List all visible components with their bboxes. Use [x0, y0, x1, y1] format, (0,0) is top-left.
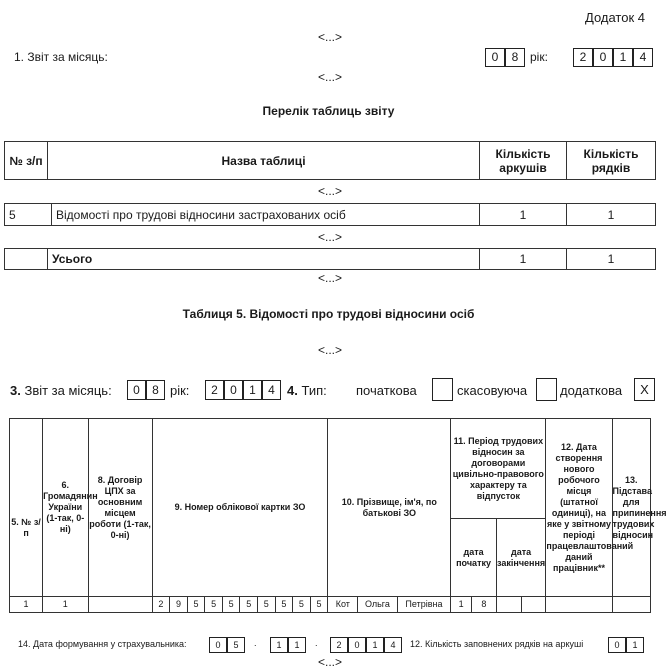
th-10: 10. Прізвище, ім'я, по батькові ЗО — [328, 419, 451, 597]
table5-report-label: 3. Звіт за місяць: — [10, 383, 112, 398]
total-label: Усього — [48, 249, 480, 270]
cell-gph — [88, 597, 152, 613]
card-digit: 2 — [152, 597, 170, 613]
row-rows: 1 — [567, 204, 656, 226]
row-name: Відомості про трудові відносини застрахованих осіб — [52, 204, 480, 226]
t5-year-digit: 4 — [262, 380, 281, 400]
end-digit — [496, 597, 521, 613]
th-11: 11. Період трудових відносин за договорами цивільно-правового характеру та відпусток — [451, 419, 546, 519]
header-sheets: Кількість аркушів — [480, 142, 567, 180]
date-digit: 0 — [209, 637, 227, 653]
date-digit: 5 — [227, 637, 245, 653]
type-label — [287, 383, 327, 398]
year-digit: 4 — [633, 48, 653, 67]
start-digit: 8 — [472, 597, 497, 613]
type-option-checkbox[interactable] — [536, 378, 557, 401]
t5-year-digit: 2 — [205, 380, 224, 400]
date-label: 14. Дата формування у страхувальника: — [18, 639, 187, 649]
year-label: рік: — [530, 50, 548, 64]
date-digit: 1 — [288, 637, 306, 653]
report-month-label: 1. Звіт за місяць: — [14, 50, 108, 64]
year-digit: 0 — [593, 48, 613, 67]
total-no — [5, 249, 48, 270]
card-digit: 5 — [205, 597, 223, 613]
table5-title: Таблиця 5. Відомості про трудові відносини осіб — [182, 307, 475, 321]
date-digit: 4 — [384, 637, 402, 653]
header-no: № з/п — [5, 142, 48, 180]
card-digit: 9 — [170, 597, 188, 613]
ellipsis: <...> — [318, 271, 343, 285]
rows-digit: 1 — [626, 637, 644, 653]
cell-13 — [612, 597, 650, 613]
report-label-text: Звіт за місяць: — [24, 383, 112, 398]
type-option-label: скасовуюча — [457, 383, 528, 398]
type-option-checkbox[interactable]: X — [634, 378, 655, 401]
type-option-checkbox[interactable] — [432, 378, 453, 401]
ellipsis: <...> — [318, 70, 343, 84]
ellipsis: <...> — [318, 30, 343, 44]
t5-month-digit: 8 — [146, 380, 165, 400]
year-digit: 1 — [613, 48, 633, 67]
th-6: 6. Громадянин України (1-так, 0-ні) — [43, 419, 88, 597]
end-digit — [521, 597, 546, 613]
th-13: 13. Підстава для припинення трудових відносин — [612, 419, 650, 597]
t5-year-digit: 1 — [243, 380, 262, 400]
tables-list-row — [4, 203, 656, 226]
year-digit: 2 — [573, 48, 593, 67]
card-digit: 5 — [187, 597, 205, 613]
card-digit: 5 — [258, 597, 276, 613]
cell-no: 1 — [10, 597, 43, 613]
table5-grid — [9, 418, 667, 613]
th-12: 12. Дата створення нового робочого місця (штатної одиниці), на яке у звітному періоді працевлаштований даний працівник** — [546, 419, 612, 597]
cell-name: Ольга — [358, 597, 397, 613]
th-11-start: дата початку — [451, 519, 496, 597]
tables-list-total — [4, 248, 656, 270]
type-label-text: 4. Тип: — [287, 383, 327, 398]
ellipsis: <...> — [318, 184, 343, 198]
total-sheets: 1 — [480, 249, 567, 270]
cell-12 — [546, 597, 612, 613]
month-digit: 0 — [485, 48, 505, 67]
row-sheets: 1 — [480, 204, 567, 226]
t5-year-label: рік: — [170, 383, 190, 398]
annex-label: Додаток 4 — [585, 10, 645, 25]
header-name: Назва таблиці — [48, 142, 480, 180]
tables-list-title: Перелік таблиць звіту — [262, 104, 395, 118]
rows-label: 12. Кількість заповнених рядків на аркуші — [410, 639, 584, 649]
row-no: 5 — [5, 204, 52, 226]
month-digit: 8 — [505, 48, 525, 67]
rows-digit: 0 — [608, 637, 626, 653]
date-digit: 1 — [366, 637, 384, 653]
date-separator: . — [254, 638, 257, 648]
type-option-label: додаткова — [560, 383, 623, 398]
card-digit: 5 — [310, 597, 328, 613]
ellipsis: <...> — [318, 655, 343, 669]
th-5: 5. № з/п — [10, 419, 43, 597]
start-digit: 1 — [451, 597, 472, 613]
th-8: 8. Договір ЦПХ за основним місцем роботи (1-так, 0-ні) — [88, 419, 152, 597]
card-digit: 5 — [240, 597, 258, 613]
card-digit: 5 — [275, 597, 293, 613]
date-digit: 1 — [270, 637, 288, 653]
type-option-label: початкова — [356, 383, 417, 398]
t5-year-digit: 0 — [224, 380, 243, 400]
date-digit: 0 — [348, 637, 366, 653]
total-rows: 1 — [567, 249, 656, 270]
th-11-end: дата закінчення — [496, 519, 546, 597]
ellipsis: <...> — [318, 343, 343, 357]
tables-list — [4, 141, 656, 180]
th-9: 9. Номер облікової картки ЗО — [152, 419, 328, 597]
date-digit: 2 — [330, 637, 348, 653]
card-digit: 5 — [293, 597, 311, 613]
cell-patronymic: Петрівна — [397, 597, 451, 613]
cell-citizen: 1 — [43, 597, 88, 613]
ellipsis: <...> — [318, 230, 343, 244]
header-rows: Кількість рядків — [567, 142, 656, 180]
date-separator: . — [315, 638, 318, 648]
cell-surname: Кот — [328, 597, 358, 613]
card-digit: 5 — [222, 597, 240, 613]
t5-month-digit: 0 — [127, 380, 146, 400]
